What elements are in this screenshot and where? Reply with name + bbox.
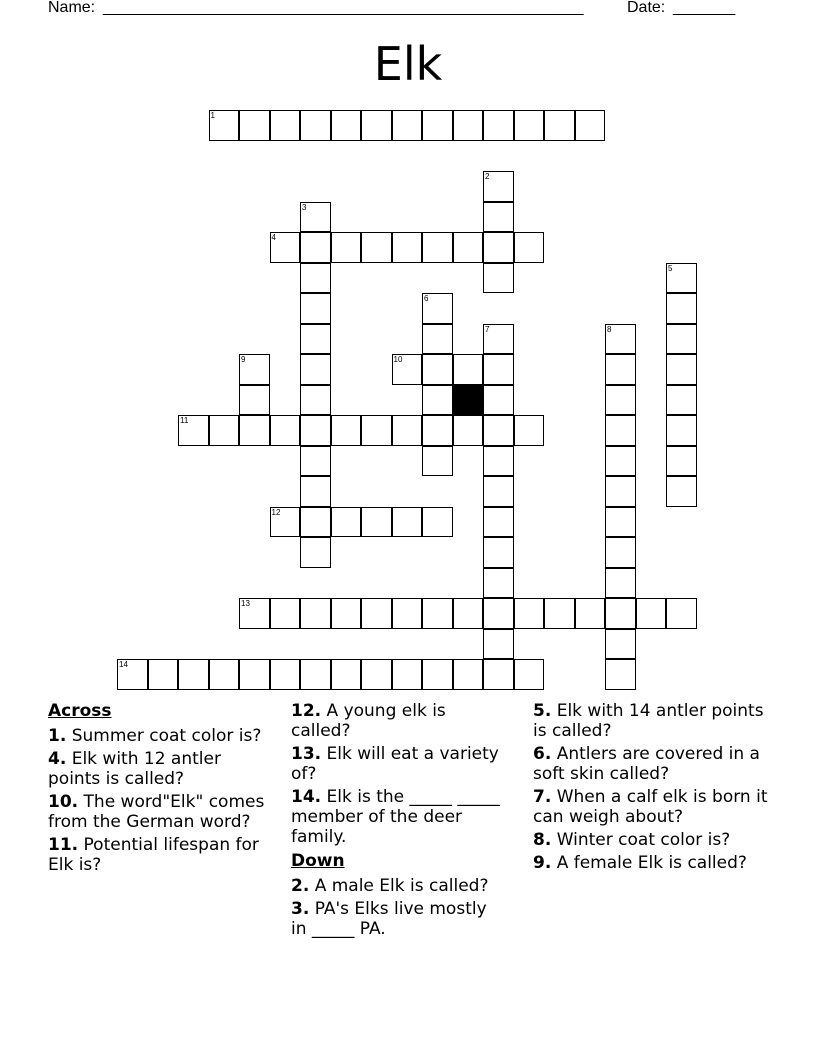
date-blank-line[interactable]: _______ [673, 0, 736, 16]
clue-text: A male Elk is called? [314, 876, 489, 896]
grid-cell[interactable] [422, 110, 453, 141]
grid-cell[interactable] [300, 324, 331, 355]
grid-cell[interactable] [392, 232, 423, 263]
clue-number: 7. [533, 787, 552, 807]
cell-number: 10 [393, 355, 403, 364]
grid-cell[interactable] [514, 232, 545, 263]
grid-cell[interactable] [178, 415, 209, 446]
grid-cell[interactable] [300, 446, 331, 477]
grid-cell[interactable] [605, 507, 636, 538]
cell-number: 5 [668, 263, 673, 273]
clue-down-9 [533, 853, 773, 873]
grid-cell[interactable] [331, 415, 362, 446]
clue-number: 1. [48, 726, 67, 746]
grid-cell[interactable] [453, 354, 484, 385]
grid-cell[interactable] [483, 171, 514, 202]
grid-cell[interactable] [331, 507, 362, 538]
grid-cell[interactable] [300, 354, 331, 385]
cell-number: 1 [210, 111, 215, 120]
grid-cell[interactable] [666, 415, 697, 446]
grid-cell[interactable] [270, 659, 301, 690]
grid-cell[interactable] [331, 110, 362, 141]
grid-cell[interactable] [209, 415, 240, 446]
grid-cell[interactable] [514, 415, 545, 446]
grid-cell[interactable] [605, 476, 636, 507]
clue-text: Summer coat color is? [71, 726, 262, 746]
grid-cell[interactable] [605, 598, 636, 629]
name-label: Name: [48, 0, 96, 16]
grid-cell[interactable] [483, 324, 514, 355]
clue-across-1 [48, 726, 276, 746]
grid-cell[interactable] [209, 659, 240, 690]
grid-cell[interactable] [422, 598, 453, 629]
grid-cell[interactable] [483, 537, 514, 568]
grid-cell[interactable] [666, 324, 697, 355]
clue-down-8 [533, 830, 773, 850]
grid-block [453, 385, 484, 416]
clue-across-12 [291, 701, 506, 741]
grid-cell[interactable] [483, 232, 514, 263]
grid-cell[interactable] [605, 659, 636, 690]
cell-number: 6 [424, 294, 429, 303]
grid-cell[interactable] [483, 446, 514, 477]
grid-cell[interactable] [483, 385, 514, 416]
clue-down-2 [291, 876, 506, 896]
grid-cell[interactable] [605, 354, 636, 385]
grid-cell[interactable] [300, 202, 331, 233]
grid-cell[interactable] [483, 202, 514, 233]
grid-cell[interactable] [361, 232, 392, 263]
grid-cell[interactable] [514, 659, 545, 690]
clue-number: 13. [291, 744, 322, 764]
grid-cell[interactable] [239, 659, 270, 690]
grid-cell[interactable] [300, 476, 331, 507]
grid-cell[interactable] [392, 110, 423, 141]
clue-number: 10. [48, 792, 79, 812]
grid-cell[interactable] [300, 263, 331, 294]
grid-cell[interactable] [239, 415, 270, 446]
grid-cell[interactable] [331, 598, 362, 629]
grid-cell[interactable] [453, 659, 484, 690]
grid-cell[interactable] [483, 598, 514, 629]
grid-cell[interactable] [209, 110, 240, 141]
cell-number: 2 [485, 172, 490, 181]
grid-cell[interactable] [331, 659, 362, 690]
grid-cell[interactable] [575, 598, 606, 629]
grid-cell[interactable] [300, 293, 331, 324]
clue-number: 3. [291, 899, 310, 919]
clue-text: A young elk is called? [291, 701, 446, 741]
clue-across-4 [48, 749, 276, 789]
grid-cell[interactable] [392, 507, 423, 538]
date-label: Date: [627, 0, 666, 16]
clue-text: When a calf elk is born it can weigh about? [533, 787, 768, 827]
grid-cell[interactable] [392, 659, 423, 690]
clue-down-7 [533, 787, 773, 827]
grid-cell[interactable] [483, 629, 514, 660]
grid-cell[interactable] [270, 110, 301, 141]
cell-number: 12 [271, 507, 281, 517]
grid-cell[interactable] [666, 293, 697, 324]
puzzle-title: Elk [373, 37, 443, 91]
grid-cell[interactable] [605, 568, 636, 599]
grid-cell[interactable] [392, 598, 423, 629]
clue-down-3 [291, 899, 506, 939]
grid-cell[interactable] [270, 507, 301, 538]
grid-cell[interactable] [636, 598, 667, 629]
grid-cell[interactable] [300, 232, 331, 263]
clue-text: Antlers are covered in a soft skin called? [533, 744, 760, 784]
clue-column-1 [48, 701, 276, 878]
grid-cell[interactable] [361, 507, 392, 538]
grid-cell[interactable] [422, 324, 453, 355]
grid-cell[interactable] [239, 598, 270, 629]
grid-cell[interactable] [361, 110, 392, 141]
clue-across-11 [48, 835, 276, 875]
grid-cell[interactable] [392, 415, 423, 446]
grid-cell[interactable] [422, 232, 453, 263]
clue-text: Elk is the _____ _____ member of the deer family. [291, 787, 500, 847]
clue-number: 4. [48, 749, 67, 769]
grid-cell[interactable] [422, 507, 453, 538]
grid-cell[interactable] [483, 568, 514, 599]
grid-cell[interactable] [483, 263, 514, 294]
grid-cell[interactable] [453, 110, 484, 141]
grid-cell[interactable] [422, 659, 453, 690]
grid-cell[interactable] [239, 354, 270, 385]
cell-number: 7 [485, 324, 490, 334]
grid-cell[interactable] [666, 354, 697, 385]
grid-cell[interactable] [422, 293, 453, 324]
grid-cell[interactable] [453, 415, 484, 446]
grid-cell[interactable] [514, 110, 545, 141]
grid-cell[interactable] [666, 385, 697, 416]
grid-cell[interactable] [422, 385, 453, 416]
clue-text: Elk with 12 antler points is called? [48, 749, 221, 789]
grid-cell[interactable] [178, 659, 209, 690]
clue-text: Elk will eat a variety of? [291, 744, 499, 784]
grid-cell[interactable] [270, 415, 301, 446]
grid-cell[interactable] [453, 232, 484, 263]
grid-cell[interactable] [239, 110, 270, 141]
grid-cell[interactable] [483, 110, 514, 141]
across-heading: Across [48, 701, 112, 721]
grid-cell[interactable] [666, 446, 697, 477]
clue-text: A female Elk is called? [556, 853, 747, 873]
grid-cell[interactable] [300, 415, 331, 446]
grid-cell[interactable] [514, 598, 545, 629]
clue-text: PA's Elks live mostly in _____ PA. [291, 899, 487, 939]
cell-number: 13 [241, 599, 250, 608]
clue-down-5 [533, 701, 773, 741]
grid-cell[interactable] [575, 110, 606, 141]
clue-down-6 [533, 744, 773, 784]
clue-text: Winter coat color is? [556, 830, 731, 850]
grid-cell[interactable] [331, 232, 362, 263]
clue-across-10 [48, 792, 276, 832]
cell-number: 11 [180, 416, 189, 425]
cell-number: 8 [607, 324, 612, 334]
cell-number: 3 [302, 202, 307, 212]
grid-cell[interactable] [270, 232, 301, 263]
clue-across-14 [291, 787, 506, 847]
clue-column-2 [291, 701, 506, 942]
clue-number: 14. [291, 787, 322, 807]
grid-cell[interactable] [483, 354, 514, 385]
down-heading: Down [291, 851, 345, 871]
clue-number: 6. [533, 744, 552, 764]
grid-cell[interactable] [422, 446, 453, 477]
grid-cell[interactable] [300, 385, 331, 416]
grid-cell[interactable] [544, 598, 575, 629]
grid-cell[interactable] [483, 476, 514, 507]
grid-cell[interactable] [270, 598, 301, 629]
clue-text: The word"Elk" comes from the German word? [48, 792, 265, 832]
grid-cell[interactable] [300, 110, 331, 141]
clue-text: Potential lifespan for Elk is? [48, 835, 259, 875]
grid-cell[interactable] [300, 659, 331, 690]
grid-cell[interactable] [148, 659, 179, 690]
grid-cell[interactable] [300, 507, 331, 538]
cell-number: 9 [241, 355, 246, 364]
grid-cell[interactable] [239, 385, 270, 416]
clue-number: 11. [48, 835, 79, 855]
grid-cell[interactable] [544, 110, 575, 141]
clue-number: 9. [533, 853, 552, 873]
grid-cell[interactable] [422, 354, 453, 385]
grid-cell[interactable] [392, 354, 423, 385]
grid-cell[interactable] [300, 537, 331, 568]
clue-number: 5. [533, 701, 552, 721]
grid-cell[interactable] [361, 415, 392, 446]
grid-cell[interactable] [605, 385, 636, 416]
clue-text: Elk with 14 antler points is called? [533, 701, 764, 741]
clue-number: 2. [291, 876, 310, 896]
clue-column-3 [533, 701, 773, 876]
grid-cell[interactable] [361, 598, 392, 629]
grid-cell[interactable] [422, 415, 453, 446]
grid-cell[interactable] [483, 415, 514, 446]
grid-cell[interactable] [483, 659, 514, 690]
grid-cell[interactable] [453, 598, 484, 629]
grid-cell[interactable] [605, 537, 636, 568]
grid-cell[interactable] [300, 598, 331, 629]
grid-cell[interactable] [605, 324, 636, 355]
grid-cell[interactable] [666, 598, 697, 629]
grid-cell[interactable] [361, 659, 392, 690]
clue-number: 8. [533, 830, 552, 850]
grid-cell[interactable] [605, 446, 636, 477]
clue-number: 12. [291, 701, 322, 721]
grid-cell[interactable] [605, 629, 636, 660]
cell-number: 4 [271, 233, 276, 242]
grid-cell[interactable] [483, 507, 514, 538]
grid-cell[interactable] [666, 263, 697, 294]
name-blank-line[interactable]: ______________________________________________________ [103, 0, 584, 16]
grid-cell[interactable] [666, 476, 697, 507]
grid-cell[interactable] [605, 415, 636, 446]
cell-number: 14 [119, 660, 128, 669]
clue-across-13 [291, 744, 506, 784]
grid-cell[interactable] [117, 659, 148, 690]
